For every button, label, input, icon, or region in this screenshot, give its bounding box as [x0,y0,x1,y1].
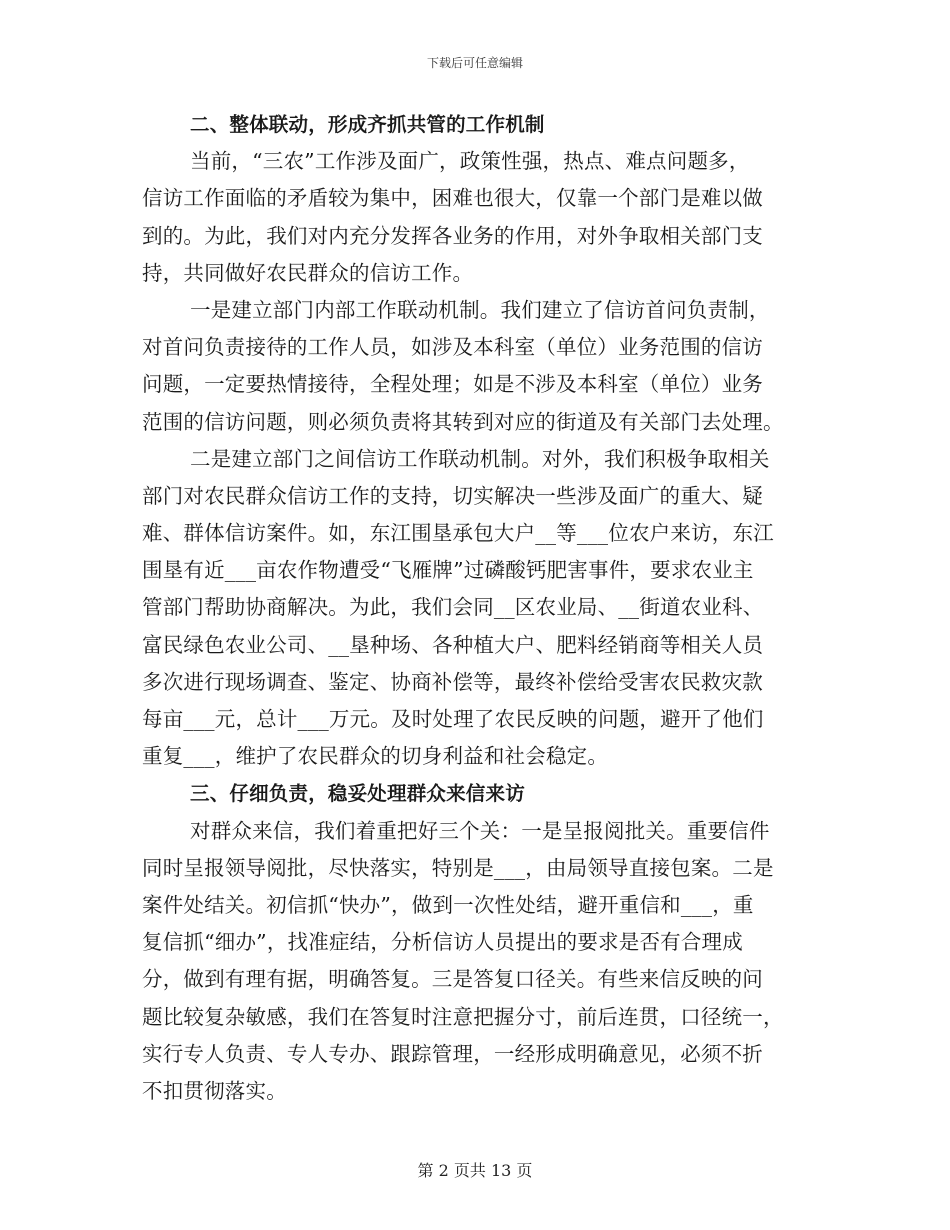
text-line: 持，共同做好农民群众的信访工作。 [142,260,474,285]
text-line: 信访工作面临的矛盾较为集中，困难也很大，仅靠一个部门是难以做 [142,186,763,211]
section-heading: 三、仔细负责，稳妥处理群众来信来访 [190,782,525,806]
text-line: 对群众来信，我们着重把好三个关：一是呈报阅批关。重要信件 [190,818,770,843]
text-line: 每亩___元，总计___万元。及时处理了农民反映的问题，避开了他们 [142,707,764,731]
text-line: 同时呈报领导阅批，尽快落实，特别是___，由局领导直接包案。二是 [142,855,774,880]
text-line: 二是建立部门之间信访工作联动机制。对外，我们积极争取相关 [190,446,770,471]
text-line: 问题，一定要热情接待，全程处理；如是不涉及本科室（单位）业务 [142,372,763,397]
text-line: 案件处结关。初信抓“快办”，做到一次性处结，避开重信和___，重 [142,892,754,917]
text-line: 多次进行现场调查、鉴定、协商补偿等，最终补偿给受害农民救灾款 [142,669,763,694]
document-body [142,106,814,1110]
text-line: 一是建立部门内部工作联动机制。我们建立了信访首问负责制， [190,297,770,322]
text-line: 复信抓“细办”，找准症结，分析信访人员提出的要求是否有合理成 [142,930,743,955]
section-heading: 二、整体联动，形成齐抓共管的工作机制 [190,113,545,136]
text-line: 围垦有近___亩农作物遭受“飞雁牌”过磷酸钙肥害事件，要求农业主 [142,558,754,583]
text-line: 重复___，维护了农民群众的切身利益和社会稳定。 [142,744,609,769]
text-line: 对首问负责接待的工作人员，如涉及本科室（单位）业务范围的信访 [142,335,763,360]
text-line: 题比较复杂敏感，我们在答复时注意把握分寸，前后连贯，口径统一， [142,1004,784,1029]
text-line: 富民绿色农业公司、__垦种场、各种植大户、肥料经销商等相关人员 [142,632,764,657]
text-line: 实行专人负责、专人专办、跟踪管理，一经形成明确意见，必须不折 [142,1041,763,1066]
text-line: 分，做到有理有据，明确答复。三是答复口径关。有些来信反映的问 [142,967,763,992]
text-line: 不扣贯彻落实。 [142,1078,287,1103]
text-line: 范围的信访问题，则必须负责将其转到对应的街道及有关部门去处理。 [142,409,784,434]
text-line: 当前，“三农”工作涉及面广，政策性强，热点、难点问题多， [190,149,750,174]
page-header: 下载后可任意编辑 [426,56,523,70]
text-line: 部门对农民群众信访工作的支持，切实解决一些涉及面广的重大、疑 [142,483,763,508]
text-line: 到的。为此，我们对内充分发挥各业务的作用，对外争取相关部门支 [142,223,763,248]
page-footer: 第 2 页共 13 页 [417,1161,533,1180]
text-line: 难、群体信访案件。如，东江围垦承包大户__等___位农户来访，东江 [142,521,774,546]
text-line: 管部门帮助协商解决。为此，我们会同__区农业局、__街道农业科、 [142,595,764,620]
